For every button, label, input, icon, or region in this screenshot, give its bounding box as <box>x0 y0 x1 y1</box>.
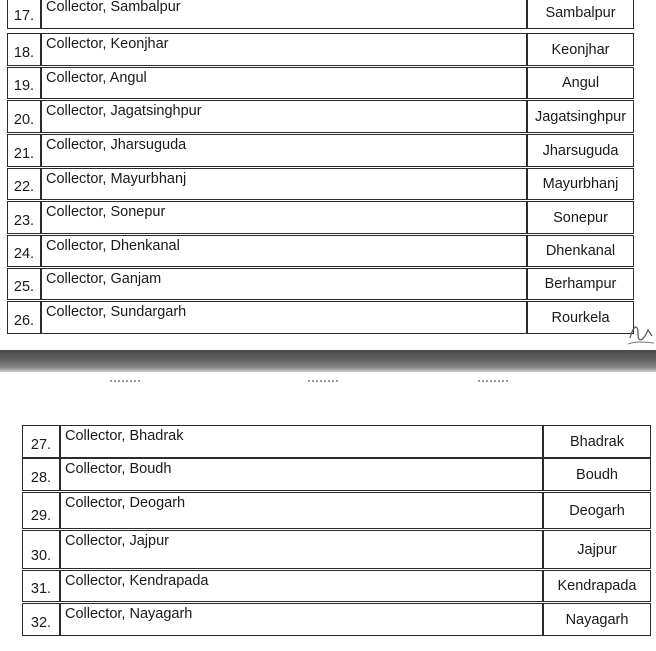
office-name: Collector, Nayagarh <box>60 603 543 636</box>
row-number: 20. <box>7 100 41 133</box>
office-name: Collector, Deogarh <box>60 492 543 529</box>
table-row <box>22 570 651 602</box>
faint-dots <box>478 380 508 384</box>
faint-dots <box>308 380 338 384</box>
office-name: Collector, Kendrapada <box>60 570 543 602</box>
place-name: Nayagarh <box>543 603 651 636</box>
table-row <box>22 603 651 636</box>
table-row <box>7 268 634 300</box>
place-name: Kendrapada <box>543 570 651 602</box>
signature-mark-icon <box>626 318 656 346</box>
place-name: Jagatsinghpur <box>527 100 634 133</box>
row-number: 29. <box>22 492 60 529</box>
table-row <box>7 33 634 66</box>
office-name: Collector, Jagatsinghpur <box>41 100 527 133</box>
row-number: 19. <box>7 67 41 99</box>
row-number: 25. <box>7 268 41 300</box>
place-name: Dhenkanal <box>527 235 634 267</box>
document-page-bottom <box>0 372 656 651</box>
office-name: Collector, Sambalpur <box>41 0 527 29</box>
place-name: Boudh <box>543 458 651 491</box>
row-number: 24. <box>7 235 41 267</box>
page-gap <box>0 350 656 372</box>
place-name: Deogarh <box>543 492 651 529</box>
office-name: Collector, Ganjam <box>41 268 527 300</box>
row-number: 26. <box>7 301 41 334</box>
office-name: Collector, Jajpur <box>60 530 543 569</box>
row-number: 31. <box>22 570 60 602</box>
place-name: Keonjhar <box>527 33 634 66</box>
place-name: Angul <box>527 67 634 99</box>
office-name: Collector, Jharsuguda <box>41 134 527 167</box>
place-name: Jajpur <box>543 530 651 569</box>
row-number: 32. <box>22 603 60 636</box>
row-number: 22. <box>7 168 41 200</box>
office-name: Collector, Keonjhar <box>41 33 527 66</box>
place-name: Bhadrak <box>543 425 651 458</box>
table-row <box>7 168 634 200</box>
office-name: Collector, Sundargarh <box>41 301 527 334</box>
table-row <box>7 201 634 234</box>
row-number: 27. <box>22 425 60 458</box>
office-name: Collector, Sonepur <box>41 201 527 234</box>
row-number: 23. <box>7 201 41 234</box>
row-number: 30. <box>22 530 60 569</box>
table-row <box>7 235 634 267</box>
office-name: Collector, Boudh <box>60 458 543 491</box>
table-row <box>7 67 634 99</box>
table-row <box>7 301 634 334</box>
faint-dots <box>110 380 140 384</box>
table-row <box>7 100 634 133</box>
place-name: Rourkela <box>527 301 634 334</box>
place-name: Sambalpur <box>527 0 634 29</box>
place-name: Mayurbhanj <box>527 168 634 200</box>
office-name: Collector, Bhadrak <box>60 425 543 458</box>
table-row <box>22 492 651 529</box>
table-row <box>22 425 651 458</box>
office-name: Collector, Mayurbhanj <box>41 168 527 200</box>
table-row <box>7 0 634 29</box>
place-name: Jharsuguda <box>527 134 634 167</box>
place-name: Berhampur <box>527 268 634 300</box>
office-name: Collector, Angul <box>41 67 527 99</box>
table-row <box>22 458 651 491</box>
row-number: 28. <box>22 458 60 491</box>
place-name: Sonepur <box>527 201 634 234</box>
table-row <box>22 530 651 569</box>
row-number: 21. <box>7 134 41 167</box>
table-row <box>7 134 634 167</box>
office-name: Collector, Dhenkanal <box>41 235 527 267</box>
row-number: 17. <box>7 0 41 29</box>
row-number: 18. <box>7 33 41 66</box>
